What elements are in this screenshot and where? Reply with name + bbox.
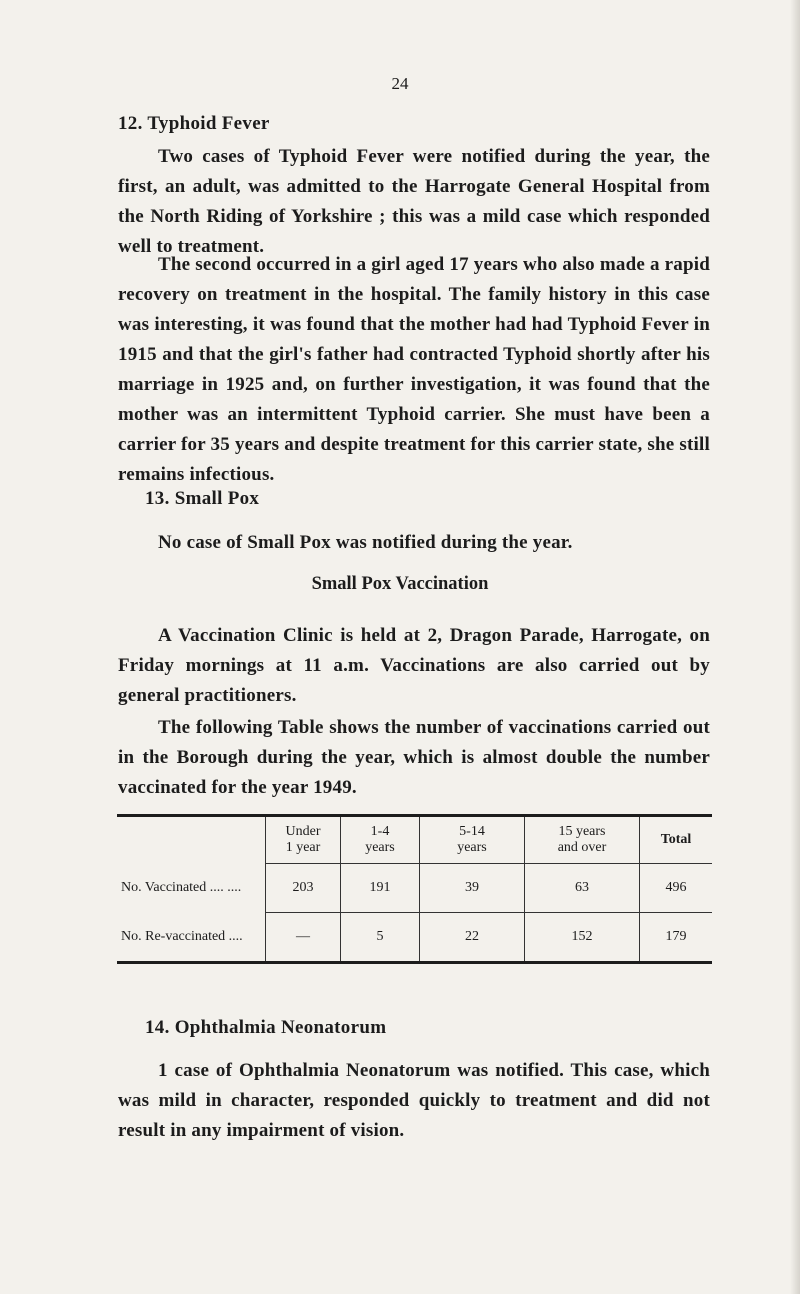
small-pox-vaccination-subheading: Small Pox Vaccination	[311, 574, 489, 594]
table-header-row	[117, 816, 712, 864]
column-header-1-4	[341, 816, 420, 864]
table-cell: 496	[640, 864, 713, 913]
column-header-line: Under	[285, 824, 321, 839]
section-13-paragraph-3: The following Table shows the number of vaccinations carried out in the Borough during the year, which is almost double the number vaccinated for the year 1949.	[118, 717, 710, 798]
table-row	[117, 864, 712, 913]
section-14-paragraph-1: 1 case of Ophthalmia Neonatorum was notified. This case, which was mild in character, responded quickly to treatment and did not result in any impairment of vision.	[118, 1060, 710, 1141]
table-cell: —	[266, 913, 341, 963]
row-label: No. Vaccinated .... ....	[121, 880, 242, 895]
table-cell: 5	[341, 913, 420, 963]
section-13-paragraph-1: No case of Small Pox was notified during the year.	[158, 532, 573, 553]
table-corner-cell	[117, 816, 266, 864]
table-cell: 179	[640, 913, 713, 963]
table-cell: 22	[420, 913, 525, 963]
column-header-line: years	[457, 840, 487, 855]
column-header-line: years	[365, 840, 395, 855]
column-header-under-1	[266, 816, 341, 864]
column-header-line: 1 year	[285, 840, 321, 855]
section-12-heading: 12. Typhoid Fever	[118, 113, 270, 134]
column-header-line: 1-4	[370, 824, 390, 839]
column-header-line: Total	[660, 832, 692, 847]
column-header-line: 15 years	[558, 824, 606, 839]
column-header-15-and-over	[525, 816, 640, 864]
table-cell: 203	[266, 864, 341, 913]
table-cell: 152	[525, 913, 640, 963]
table-cell: 39	[420, 864, 525, 913]
table-cell: 191	[341, 864, 420, 913]
row-label: No. Re-vaccinated ....	[121, 928, 243, 944]
section-13-paragraph-2: A Vaccination Clinic is held at 2, Dragon Parade, Harrogate, on Friday mornings at 11 a.m. Vaccinations are also carried out by general practitioners.	[118, 625, 710, 706]
page-edge-shadow	[790, 0, 800, 1294]
column-header-5-14	[420, 816, 525, 864]
column-header-line: and over	[557, 840, 607, 855]
table-row	[117, 913, 712, 963]
section-12-paragraph-1: Two cases of Typhoid Fever were notified during the year, the first, an adult, was admitted to the Harrogate General Hospital from the North Riding of Yorkshire ; this was a mild case which responded well to treatment.	[118, 146, 710, 257]
vaccination-table	[117, 814, 712, 964]
section-13-heading: 13. Small Pox	[145, 488, 260, 509]
column-header-line: 5-14	[459, 824, 485, 839]
column-header-total	[640, 816, 713, 864]
section-12-paragraph-2: The second occurred in a girl aged 17 years who also made a rapid recovery on treatment in the hospital. The family history in this case was interesting, it was found that the mother had had Typhoid Fever in 1915 and that the girl's father had contracted Typhoid shortly after his marriage in 1925 and, on further investigation, it was found that the mother was an intermittent Typhoid carrier. She must have been a carrier for 35 years and despite treatment for this carrier state, she still remains infectious.	[118, 254, 710, 485]
page-number: 24	[391, 74, 409, 93]
table-cell: 63	[525, 864, 640, 913]
section-14-heading: 14. Ophthalmia Neonatorum	[145, 1017, 387, 1038]
